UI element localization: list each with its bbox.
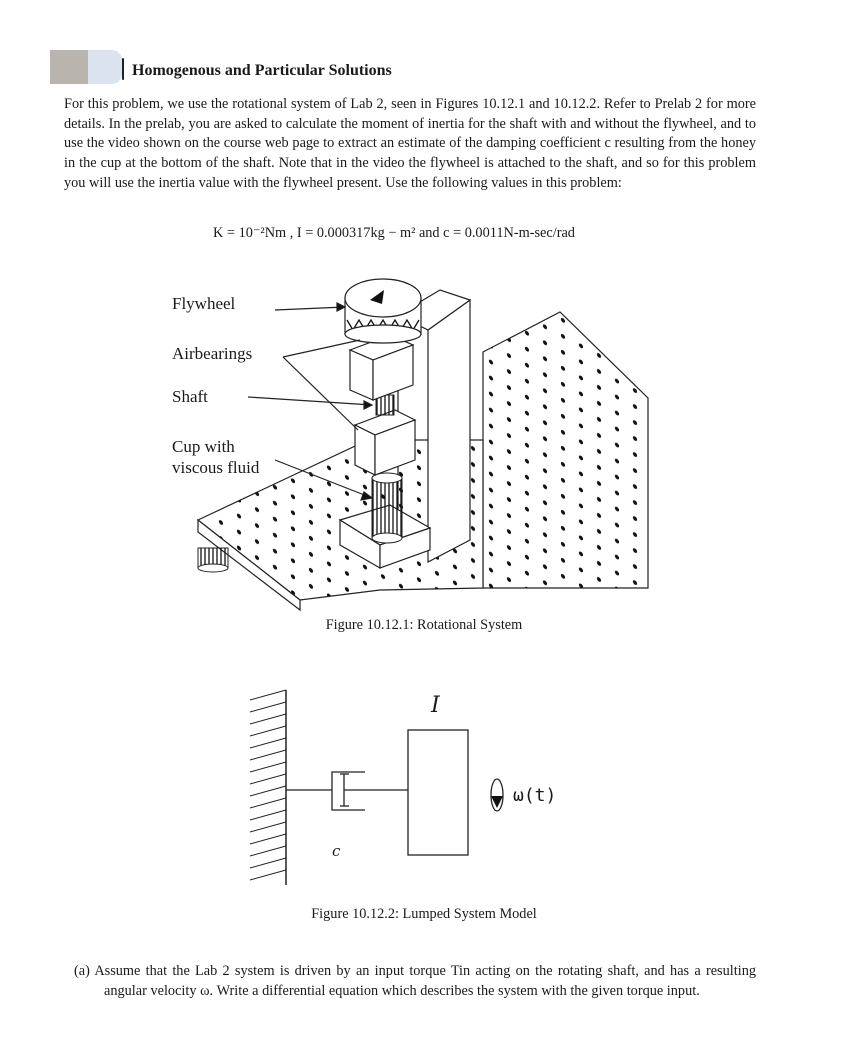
rotation-arrow-icon <box>491 779 503 811</box>
inertia-block <box>408 730 468 855</box>
upper-airbearing <box>350 335 413 400</box>
inertia-label: I <box>431 693 440 718</box>
wall-hatching <box>250 690 286 880</box>
viscous-cup <box>372 473 402 543</box>
section-title: Homogenous and Particular Solutions <box>132 62 392 79</box>
back-plate <box>483 312 648 588</box>
flywheel <box>345 279 421 343</box>
wall <box>250 690 286 885</box>
figure2-caption: Figure 10.12.2: Lumped System Model <box>311 906 537 922</box>
label-flywheel: Flywheel <box>172 294 236 313</box>
figure1-caption: Figure 10.12.1: Rotational System <box>325 617 523 633</box>
question-a: (a) Assume that the Lab 2 system is driven by an input torque Tin acting on the rotating shaft, and has a resulting angular velocity ω. Write a differential equation which describes the system with the given torque input. <box>74 963 756 999</box>
omega-label: ω(t) <box>513 785 557 806</box>
intro-paragraph: For this problem, we use the rotational system of Lab 2, seen in Figures 10.12.1 and 10.12.2. Refer to Prelab 2 for more details. In the prelab, you are asked to calculate the moment of inertia for the shaft with and without the flywheel, and to use the video shown on the course web page to extract an estimate of the damping coefficient c resulting from the honey in the cup at the bottom of the shaft. Note that in the video the flywheel is attached to the shaft, and so for this problem you will use the inertia value with the flywheel present. Use the following values in this problem: <box>64 96 756 191</box>
base-foot <box>198 548 228 572</box>
label-cup-line2: viscous fluid <box>172 458 260 477</box>
label-cup-line1: Cup with <box>172 437 235 456</box>
label-airbearings: Airbearings <box>172 344 253 363</box>
parameter-equation: K = 10⁻²Nm , I = 0.000317kg − m² and c = 0.0011N-m-sec/rad <box>213 225 575 241</box>
label-shaft: Shaft <box>172 387 208 406</box>
damper-label: c <box>332 842 341 860</box>
damper <box>286 772 408 810</box>
